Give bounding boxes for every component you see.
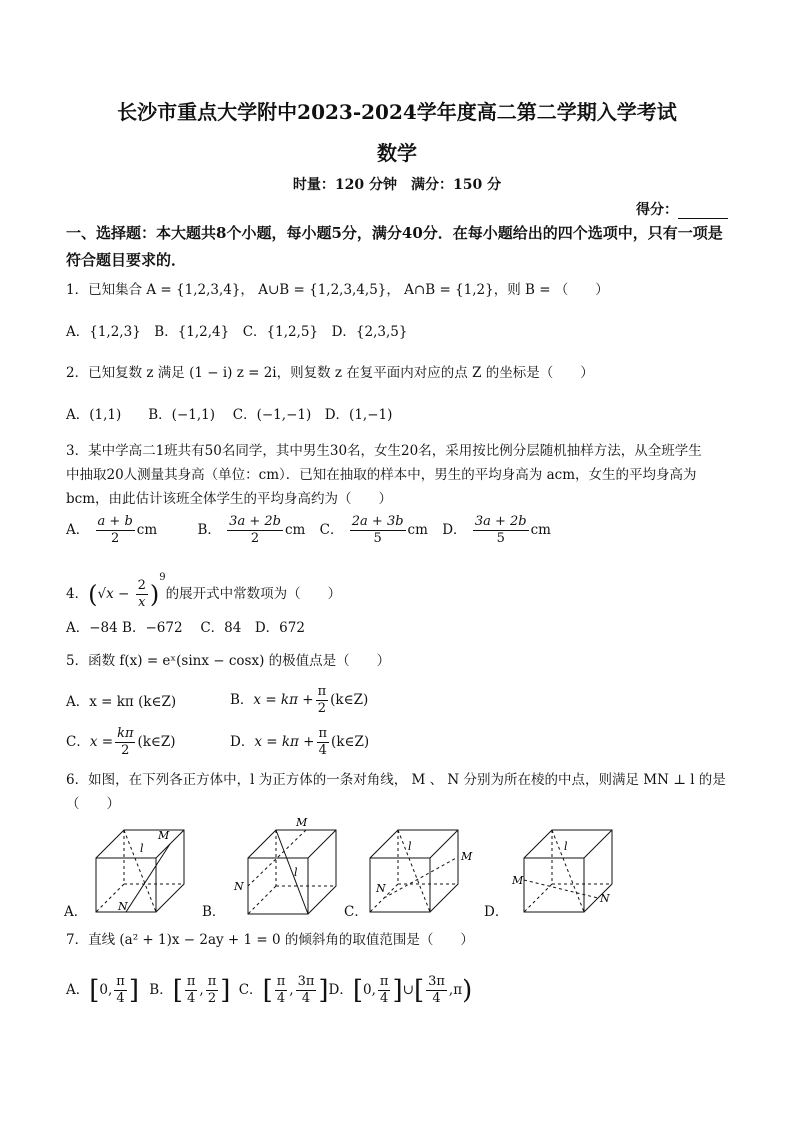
cube-figure-b xyxy=(230,814,340,918)
cube-d-l: l xyxy=(564,840,568,853)
exam-title: 长沙市重点大学附中2023-2024学年度高二第二学期入学考试 xyxy=(117,100,677,124)
q3-opt-a-num: a + b xyxy=(97,514,133,529)
q5-opt-d-num: π xyxy=(318,726,328,741)
q7-c-num1: π xyxy=(276,974,286,989)
q1-stem: 1．已知集合 A = {1,2,3,4}， A∪B = {1,2,3,4,5}， A∩B = {1,2}，则 B = （ ） xyxy=(66,282,609,298)
q5-opt-b xyxy=(230,684,368,717)
q7-b-num1: π xyxy=(186,974,196,989)
q5-opt-c xyxy=(66,726,176,759)
score-blank xyxy=(678,204,728,219)
q3-opt-c-num: 2a + 3b xyxy=(351,514,404,529)
q5-opt-d-den: 4 xyxy=(318,743,327,758)
q5-opt-b-frac xyxy=(316,684,329,717)
q5-opt-a: A．x = kπ (k∈Z) xyxy=(66,694,177,710)
q7-b-frac1 xyxy=(185,974,198,1007)
q7-opt-b-label: B． xyxy=(149,982,173,998)
q3-opt-d-frac xyxy=(473,514,529,547)
cube-d-m: M xyxy=(512,874,524,887)
q5-opt-c-den: 2 xyxy=(121,743,130,758)
exam-meta: 时量：120 分钟 满分：150 分 xyxy=(292,177,502,193)
cube-b-m: M xyxy=(296,816,308,829)
score-label: 得分： xyxy=(636,202,678,218)
q7-c-den2: 4 xyxy=(301,991,311,1006)
q1-options: A．{1,2,3} B．{1,2,4} C．{1,2,5} D．{2,3,5} xyxy=(66,324,408,340)
q3-opt-c-label: C． xyxy=(319,522,344,538)
q3-unit-b: cm xyxy=(284,522,306,538)
cube-d-hidden-3 xyxy=(524,884,552,912)
q5-opt-c-frac xyxy=(115,726,135,759)
q7-d-frac1 xyxy=(378,974,391,1007)
q7-d-frac2 xyxy=(426,974,447,1007)
q5-stem: 5．函数 f(x) = eˣ(sinx − cosx) 的极值点是（ ） xyxy=(66,653,391,669)
q5-opt-c-num: kπ xyxy=(117,726,134,741)
cube-b-diagonal xyxy=(276,830,308,914)
q6-label-c: C． xyxy=(344,904,368,920)
cube-c-diagonal xyxy=(398,830,430,912)
q7-b-frac2 xyxy=(206,974,219,1007)
cube-a-mn xyxy=(126,844,170,912)
q4-minus: − xyxy=(117,586,130,602)
q7-b-den1: 4 xyxy=(187,991,196,1006)
q3-opt-b-label: B． xyxy=(197,522,221,538)
q5-opt-b-post: (k∈Z) xyxy=(330,692,369,708)
q7-c-frac2 xyxy=(296,974,317,1007)
cube-d-mn xyxy=(524,880,598,898)
q7-c-den1: 4 xyxy=(276,991,286,1006)
q3-opt-c-den: 5 xyxy=(373,531,382,546)
q4-stem: 4．(√x − $\frac{2}{x}$ )$^9$的展开式中常数项为（ ） xyxy=(66,572,342,610)
q4-den: x xyxy=(138,595,146,610)
q4-suffix: 的展开式中常数项为（ ） xyxy=(165,586,342,602)
q3-unit-c: cm xyxy=(407,522,428,538)
q3-opt-a-den: 2 xyxy=(111,531,120,546)
cube-c-l: l xyxy=(408,840,412,853)
cube-a-m: M xyxy=(158,829,170,842)
q7-d-num1: π xyxy=(379,974,389,989)
q7-d-zero: 0 xyxy=(363,982,372,998)
q7-d-num2: 3π xyxy=(428,974,445,989)
q4-num: 2 xyxy=(137,578,146,593)
q5-opt-b-pre: x = kπ + xyxy=(253,692,314,708)
q7-a-den: 4 xyxy=(116,991,125,1006)
q2-options: A．(1,1) B．(−1,1) C．(−1,−1) D．(1,−1) xyxy=(66,407,393,423)
cube-figure-d xyxy=(508,822,618,918)
q7-b-den2: 2 xyxy=(207,991,217,1006)
q7-stem: 7．直线 (a² + 1)x − 2ay + 1 = 0 的倾斜角的取值范围是（ ） xyxy=(66,932,474,948)
q3-opt-b-frac xyxy=(227,514,283,547)
q6-label-a: A． xyxy=(64,904,88,920)
q4-sqrt: √x xyxy=(97,586,114,602)
q5-opt-d-pre: x = kπ + xyxy=(254,734,315,750)
q3-opt-d-label: D． xyxy=(442,522,467,538)
q3-opt-d-den: 5 xyxy=(496,531,505,546)
cube-c-mn xyxy=(384,857,458,898)
q7-opt-a-label: A． xyxy=(66,982,90,998)
q4-frac xyxy=(136,578,148,611)
cube-d-front xyxy=(524,858,584,912)
q5-opt-d-label: D． xyxy=(230,734,255,750)
q7-options: A．[0, $\frac{\pi}{4}$ ] B．[ $\frac{\pi}{4}$ , $\frac{\pi}{2}$ ] C．[ $\frac{\pi}{4}$ , $\frac{3\pi}{4}$ ]D．[0, $\frac{\pi}{4}$ ]∪[ $\frac{3\pi}{4}$ ,π) xyxy=(66,974,473,1006)
cube-c-n: N xyxy=(376,882,386,895)
cube-b-n: N xyxy=(234,880,244,893)
q7-opt-c-label: C． xyxy=(238,982,263,998)
q7-b-num2: π xyxy=(207,974,217,989)
q6-label-b: B． xyxy=(202,904,226,920)
q3-line3: bcm，由此估计该班全体学生的平均身高约为（ ） xyxy=(66,491,393,507)
cube-c-edge xyxy=(430,830,458,858)
score-field xyxy=(636,199,728,219)
q3-opt-a-label: A． xyxy=(66,522,90,538)
q7-a-frac xyxy=(114,974,127,1007)
q3-unit-d: cm xyxy=(530,522,551,538)
q7-d-union: ∪ xyxy=(402,982,414,998)
cube-a-n: N xyxy=(118,900,128,913)
q6-label-d: D． xyxy=(484,904,509,920)
q3-line1: 3．某中学高二1班共有50名同学，其中男生30名，女生20名，采用按比例分层随机抽样方法，从全班学生 xyxy=(66,443,702,459)
q3-unit-a: cm xyxy=(136,522,158,538)
cube-d-n: N xyxy=(600,892,610,905)
cube-d-edge xyxy=(584,830,612,858)
q3-opt-b-num: 3a + 2b xyxy=(229,514,281,529)
q4-prefix: 4． xyxy=(66,586,89,602)
q5-opt-c-pre: x = xyxy=(89,734,114,750)
q3-opt-d-num: 3a + 2b xyxy=(474,514,527,529)
q3-line2: 中抽取20人测量其身高（单位：cm）．已知在抽取的样本中，男生的平均身高为 acm，女生的平均身高为 xyxy=(66,467,697,483)
cube-figure-c xyxy=(366,822,486,918)
section-heading: 一、选择题：本大题共8个小题，每小题5分，满分40分．在每小题给出的四个选项中，只有一项是符合题目要求的． xyxy=(66,224,723,269)
q7-d-den2: 4 xyxy=(432,991,441,1006)
q6-line1: 6．如图，在下列各正方体中，l 为正方体的一条对角线， M 、 N 分别为所在棱的中点，则满足 MN ⊥ l 的是 xyxy=(66,772,726,788)
q7-a-zero: 0 xyxy=(99,982,108,998)
q7-a-num: π xyxy=(116,974,125,989)
q7-c-frac1 xyxy=(275,974,288,1007)
cube-b-edge xyxy=(308,830,336,858)
q7-opt-d-label: D． xyxy=(328,982,353,998)
q5-opt-b-num: π xyxy=(317,684,327,699)
q4-exp: 9 xyxy=(159,572,166,583)
q5-opt-d-frac xyxy=(317,726,330,759)
q3-opt-b-den: 2 xyxy=(250,531,260,546)
q5-opt-b-label: B． xyxy=(230,692,254,708)
cube-figure-a xyxy=(86,822,196,918)
q3-opt-c-frac xyxy=(350,514,406,547)
q3-opt-a-frac xyxy=(96,514,135,547)
q5-opt-c-post: (k∈Z) xyxy=(137,734,176,750)
q2-stem: 2．已知复数 z 满足 (1 − i) z = 2i，则复数 z 在复平面内对应的点 Z 的坐标是（ ） xyxy=(66,365,594,381)
q5-opt-c-label: C． xyxy=(66,734,90,750)
q4-options: A．−84 B．−672 C．84 D．672 xyxy=(66,620,305,636)
cube-a-l: l xyxy=(140,842,144,855)
q5-opt-b-den: 2 xyxy=(317,701,326,716)
cube-d-diagonal xyxy=(552,830,584,912)
cube-c-m: M xyxy=(461,850,473,863)
q6-line2: （ ） xyxy=(66,796,120,812)
q5-opt-d xyxy=(230,726,369,759)
cube-b-hidden-3 xyxy=(248,886,276,914)
cube-b-l: l xyxy=(294,866,298,879)
q7-d-den1: 4 xyxy=(380,991,389,1006)
q7-d-pi: π xyxy=(453,982,463,998)
q5-opt-d-post: (k∈Z) xyxy=(331,734,370,750)
q7-c-num2: 3π xyxy=(297,974,315,989)
exam-subject: 数学 xyxy=(377,141,417,165)
q3-options xyxy=(66,514,551,547)
